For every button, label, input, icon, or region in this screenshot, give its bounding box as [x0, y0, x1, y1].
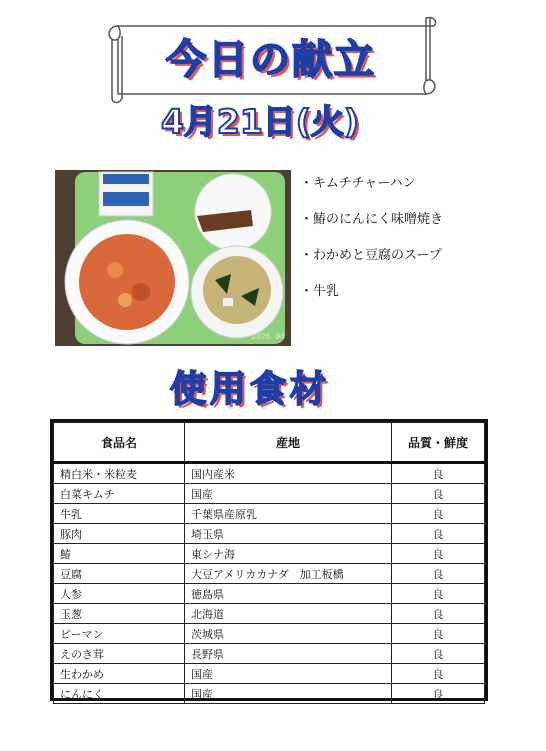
cell-quality: 良 — [392, 584, 485, 604]
lunch-photo — [55, 170, 291, 346]
cell-quality: 良 — [392, 524, 485, 544]
table-row — [54, 584, 485, 604]
cell-food: ピーマン — [54, 624, 185, 644]
menu-item: ・ 牛乳 — [300, 280, 443, 316]
cell-quality: 良 — [392, 463, 485, 484]
column-header-food: 食品名 — [54, 423, 185, 463]
menu-list — [300, 172, 443, 316]
menu-item: ・ キムチチャーハン — [300, 172, 443, 208]
cell-origin: 国産 — [185, 684, 392, 704]
cell-food: にんにく — [54, 684, 185, 704]
table-row — [54, 564, 485, 584]
table-row — [54, 624, 485, 644]
photo-date-stamp: 2026 04 — [251, 332, 285, 341]
cell-origin: 国産 — [185, 484, 392, 504]
cell-food: えのき茸 — [54, 644, 185, 664]
table-row — [54, 664, 485, 684]
title-scroll-banner — [104, 14, 438, 106]
table-row — [54, 544, 485, 564]
cell-food: 玉葱 — [54, 604, 185, 624]
cell-origin: 大豆アメリカカナダ 加工板橋 — [185, 564, 392, 584]
table-row — [54, 484, 485, 504]
cell-food: 豚肉 — [54, 524, 185, 544]
cell-quality: 良 — [392, 484, 485, 504]
cell-quality: 良 — [392, 664, 485, 684]
table-row — [54, 524, 485, 544]
cell-food: 鰆 — [54, 544, 185, 564]
table-row — [54, 644, 485, 664]
table-row — [54, 604, 485, 624]
cell-quality: 良 — [392, 644, 485, 664]
table-header-row — [54, 423, 485, 463]
menu-item: ・ わかめと豆腐のスープ — [300, 244, 443, 280]
cell-origin: 東シナ海 — [185, 544, 392, 564]
cell-food: 人参 — [54, 584, 185, 604]
menu-date: 4月21日(火) — [160, 102, 360, 141]
ingredients-heading: 使用食材 — [169, 369, 330, 410]
cell-quality: 良 — [392, 684, 485, 704]
ingredients-table — [50, 419, 488, 701]
table-row — [54, 684, 485, 704]
page-title: 今日の献立 — [166, 37, 376, 83]
menu-item: ・ 鰆のにんにく味噌焼き — [300, 208, 443, 244]
cell-origin: 北海道 — [185, 604, 392, 624]
column-header-quality: 品質・鮮度 — [392, 423, 485, 463]
cell-origin: 徳島県 — [185, 584, 392, 604]
cell-food: 豆腐 — [54, 564, 185, 584]
cell-origin: 茨城県 — [185, 624, 392, 644]
cell-quality: 良 — [392, 624, 485, 644]
table-row — [54, 504, 485, 524]
cell-quality: 良 — [392, 504, 485, 524]
column-header-origin: 産地 — [185, 423, 392, 463]
table-row — [54, 463, 485, 484]
cell-food: 生わかめ — [54, 664, 185, 684]
cell-origin: 埼玉県 — [185, 524, 392, 544]
cell-food: 白菜キムチ — [54, 484, 185, 504]
cell-origin: 千葉県産原乳 — [185, 504, 392, 524]
cell-food: 精白米・米粒麦 — [54, 463, 185, 484]
cell-quality: 良 — [392, 544, 485, 564]
cell-quality: 良 — [392, 564, 485, 584]
cell-origin: 国内産米 — [185, 463, 392, 484]
cell-origin: 国産 — [185, 664, 392, 684]
cell-quality: 良 — [392, 604, 485, 624]
cell-food: 牛乳 — [54, 504, 185, 524]
cell-origin: 長野県 — [185, 644, 392, 664]
